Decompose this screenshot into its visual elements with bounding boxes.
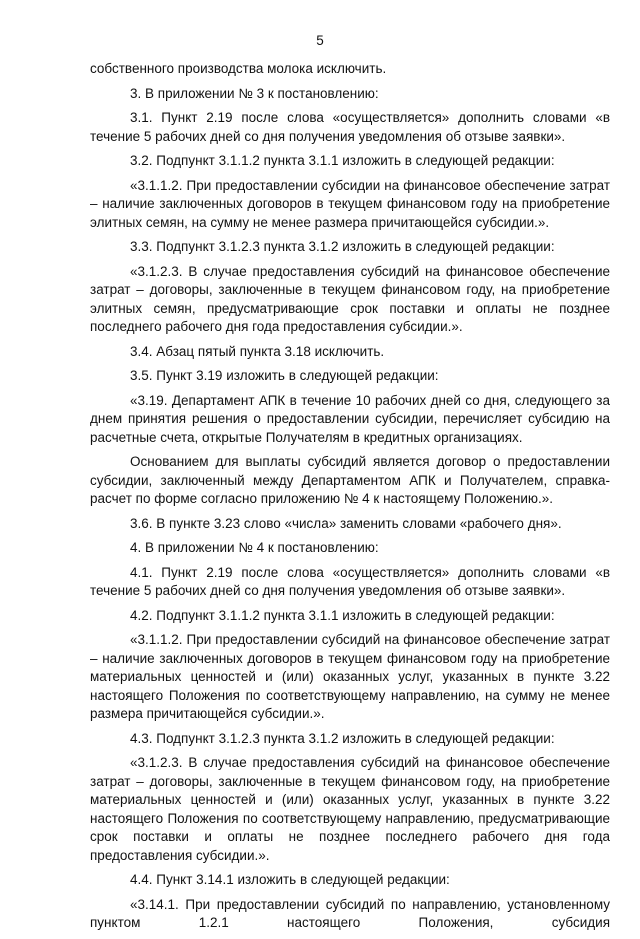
paragraph: «3.1.1.2. При предоставлении субсидии на финансовое обеспечение затрат – наличие заключенных договоров в текущем финансовом году на приобретение элитных семян, на сумму не менее размера причитающейся субсидии.».: [90, 177, 610, 230]
paragraph: 4.2. Подпункт 3.1.1.2 пункта 3.1.1 изложить в следующей редакции:: [130, 607, 555, 623]
paragraph: «3.1.2.3. В случае предоставления субсидий на финансовое обеспечение затрат – договоры, заключенные в текущем финансовом году, на приобретение элитных семян, предусматривающие срок поставки и оплаты не позднее последнего рабочего дня года предоставления субсидии.».: [90, 263, 610, 334]
paragraph: 3.4. Абзац пятый пункта 3.18 исключить.: [130, 343, 385, 359]
paragraph: 4.3. Подпункт 3.1.2.3 пункта 3.1.2 изложить в следующей редакции:: [130, 730, 555, 746]
page-number: 5: [316, 33, 324, 48]
paragraph: 4.4. Пункт 3.14.1 изложить в следующей редакции:: [130, 872, 450, 887]
paragraph: «3.19. Департамент АПК в течение 10 рабочих дней со дня, следующего за днем принятия решения о предоставлении субсидии, перечисляет субсидию на расчетные счета, открытые Получателям в кредитных организациях.: [90, 392, 610, 445]
paragraph: 3.2. Подпункт 3.1.1.2 пункта 3.1.1 изложить в следующей редакции:: [130, 153, 555, 168]
paragraph: 4. В приложении № 4 к постановлению:: [130, 540, 379, 555]
paragraph: «3.14.1. При предоставлении субсидий по направлению, установленному пунктом 1.2.1 настоящего Положения, субсидия: [90, 896, 610, 930]
paragraph: 4.1. Пункт 2.19 после слова «осуществляется» дополнить словами «в течение 5 рабочих дней со дня получения уведомления об отзыве заявки».: [90, 564, 610, 598]
paragraph: собственного производства молока исключить.: [90, 61, 387, 76]
paragraph: «3.1.1.2. При предоставлении субсидий на финансовое обеспечение затрат – наличие заключенных договоров в текущем финансовом году на приобретение материальных ценностей и (или) оказанных услуг, указанных в пункте 3.22 настоящего Положения по соответствующему направлению, на сумму не менее размера причитающейся субсидии.».: [90, 632, 610, 721]
document-body: [90, 60, 610, 939]
paragraph: 3.1. Пункт 2.19 после слова «осуществляется» дополнить словами «в течение 5 рабочих дней со дня получения уведомления об отзыве заявки».: [90, 110, 610, 144]
paragraph: 3.5. Пункт 3.19 изложить в следующей редакции:: [130, 368, 439, 383]
paragraph: Основанием для выплаты субсидий является договор о предоставлении субсидии, заключенный между Департаментом АПК и Получателем, справка-расчет по форме согласно приложению № 4 к настоящему Положению.».: [90, 454, 610, 506]
paragraph: «3.1.2.3. В случае предоставления субсидий на финансовое обеспечение затрат – договоры, заключенные в текущем финансовом году, на приобретение материальных ценностей и (или) оказанных услуг, указанных в пункте 3.22 настоящего Положения по соответствующему направлению, предусматривающие срок поставки и оплаты не позднее последнего рабочего дня года предоставления субсидии.».: [90, 755, 610, 863]
paragraph: 3.3. Подпункт 3.1.2.3 пункта 3.1.2 изложить в следующей редакции:: [130, 239, 555, 254]
paragraph: 3.6. В пункте 3.23 слово «числа» заменить словами «рабочего дня».: [130, 515, 562, 531]
paragraph: 3. В приложении № 3 к постановлению:: [130, 85, 379, 101]
